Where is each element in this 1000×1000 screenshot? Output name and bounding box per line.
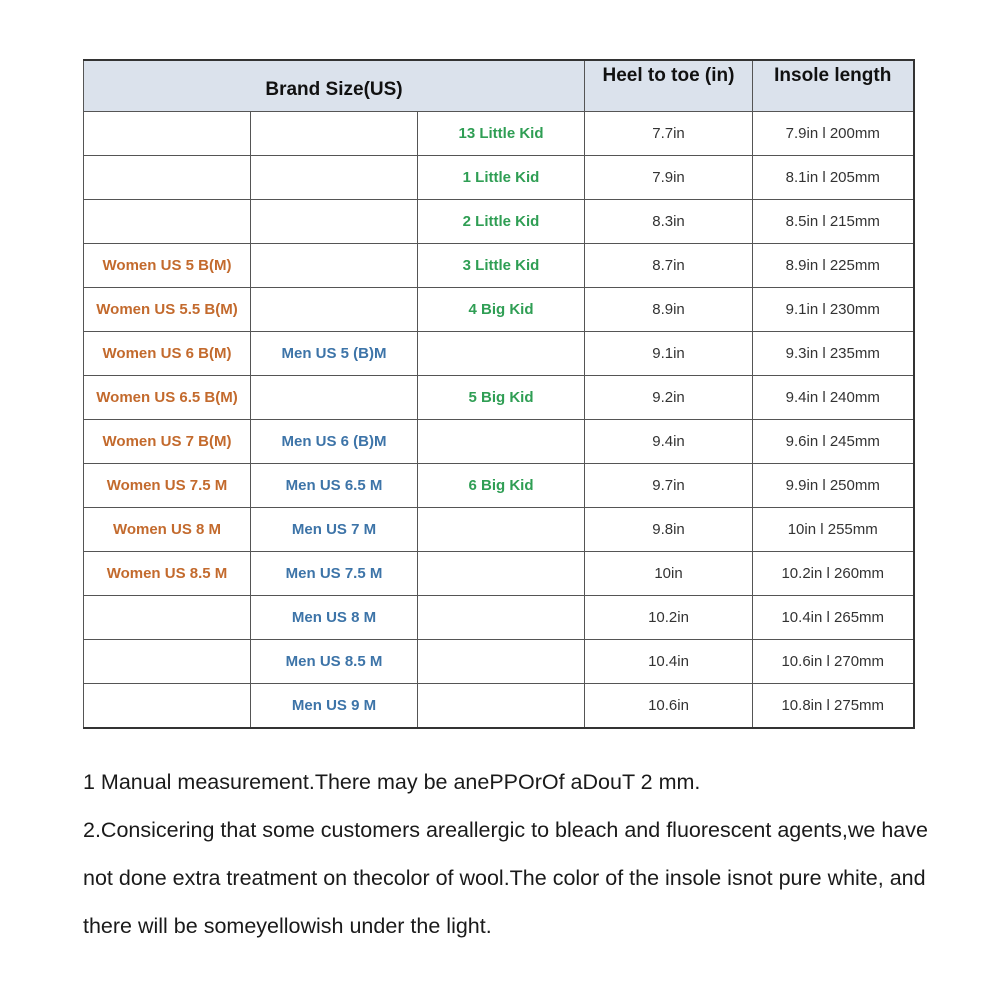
kid-size-cell <box>418 684 585 729</box>
women-size-cell: Women US 5 B(M) <box>84 244 251 288</box>
kid-size-cell: 1 Little Kid <box>418 156 585 200</box>
women-size-cell <box>84 596 251 640</box>
women-size-cell <box>84 640 251 684</box>
heel-to-toe-cell: 10.6in <box>585 684 753 729</box>
insole-length-cell: 9.3in l 235mm <box>753 332 914 376</box>
table-row <box>84 508 914 552</box>
heel-to-toe-cell: 7.9in <box>585 156 753 200</box>
insole-length-cell: 10.6in l 270mm <box>753 640 914 684</box>
women-size-cell <box>84 684 251 729</box>
table-row <box>84 420 914 464</box>
insole-length-cell: 9.1in l 230mm <box>753 288 914 332</box>
insole-length-cell: 10.8in l 275mm <box>753 684 914 729</box>
heel-to-toe-cell: 10.4in <box>585 640 753 684</box>
table-row <box>84 376 914 420</box>
women-size-cell <box>84 200 251 244</box>
men-size-cell <box>251 200 418 244</box>
women-size-cell: Women US 8 M <box>84 508 251 552</box>
heel-to-toe-cell: 9.7in <box>585 464 753 508</box>
insole-length-cell: 10in l 255mm <box>753 508 914 552</box>
kid-size-cell <box>418 640 585 684</box>
men-size-cell <box>251 112 418 156</box>
table-header-row <box>84 60 914 112</box>
table-row <box>84 156 914 200</box>
note-2: 2.Consicering that some customers areallergic to bleach and fluorescent agents,we have not done extra treatment on thecolor of wool.The color of the insole isnot pure white, and there will be someyellowish under the light. <box>83 818 928 938</box>
men-size-cell <box>251 376 418 420</box>
heel-to-toe-cell: 9.4in <box>585 420 753 464</box>
men-size-cell <box>251 244 418 288</box>
insole-length-cell: 10.2in l 260mm <box>753 552 914 596</box>
table-row <box>84 200 914 244</box>
kid-size-cell <box>418 596 585 640</box>
women-size-cell: Women US 8.5 M <box>84 552 251 596</box>
table-row <box>84 288 914 332</box>
kid-size-cell: 4 Big Kid <box>418 288 585 332</box>
women-size-cell <box>84 156 251 200</box>
kid-size-cell <box>418 332 585 376</box>
women-size-cell: Women US 5.5 B(M) <box>84 288 251 332</box>
heel-to-toe-cell: 10in <box>585 552 753 596</box>
insole-length-cell: 8.9in l 225mm <box>753 244 914 288</box>
size-chart-table <box>83 59 915 729</box>
women-size-cell: Women US 6.5 B(M) <box>84 376 251 420</box>
heel-to-toe-cell: 9.2in <box>585 376 753 420</box>
notes-section <box>83 758 933 950</box>
insole-length-cell: 9.9in l 250mm <box>753 464 914 508</box>
men-size-cell: Men US 6 (B)M <box>251 420 418 464</box>
kid-size-cell <box>418 420 585 464</box>
men-size-cell: Men US 7.5 M <box>251 552 418 596</box>
heel-to-toe-cell: 9.1in <box>585 332 753 376</box>
men-size-cell: Men US 6.5 M <box>251 464 418 508</box>
men-size-cell <box>251 288 418 332</box>
kid-size-cell <box>418 508 585 552</box>
kid-size-cell: 6 Big Kid <box>418 464 585 508</box>
kid-size-cell: 2 Little Kid <box>418 200 585 244</box>
table-row <box>84 640 914 684</box>
heel-to-toe-cell: 9.8in <box>585 508 753 552</box>
men-size-cell <box>251 156 418 200</box>
heel-to-toe-cell: 8.9in <box>585 288 753 332</box>
heel-to-toe-cell: 7.7in <box>585 112 753 156</box>
men-size-cell: Men US 9 M <box>251 684 418 729</box>
table-row <box>84 244 914 288</box>
header-heel-to-toe: Heel to toe (in) <box>585 60 753 112</box>
insole-length-cell: 9.4in l 240mm <box>753 376 914 420</box>
men-size-cell: Men US 7 M <box>251 508 418 552</box>
men-size-cell: Men US 8.5 M <box>251 640 418 684</box>
heel-to-toe-cell: 8.3in <box>585 200 753 244</box>
table-row <box>84 684 914 729</box>
table-row <box>84 332 914 376</box>
table-row <box>84 552 914 596</box>
table-body <box>84 112 914 729</box>
women-size-cell: Women US 7.5 M <box>84 464 251 508</box>
insole-length-cell: 10.4in l 265mm <box>753 596 914 640</box>
header-insole-length: Insole length <box>753 60 914 112</box>
table-row <box>84 596 914 640</box>
women-size-cell: Women US 7 B(M) <box>84 420 251 464</box>
note-1: 1 Manual measurement.There may be anePPOrOf aDouT 2 mm. <box>83 770 701 794</box>
table-row <box>84 464 914 508</box>
insole-length-cell: 9.6in l 245mm <box>753 420 914 464</box>
table-row <box>84 112 914 156</box>
heel-to-toe-cell: 8.7in <box>585 244 753 288</box>
kid-size-cell: 13 Little Kid <box>418 112 585 156</box>
insole-length-cell: 8.1in l 205mm <box>753 156 914 200</box>
women-size-cell: Women US 6 B(M) <box>84 332 251 376</box>
insole-length-cell: 7.9in l 200mm <box>753 112 914 156</box>
header-brand-size: Brand Size(US) <box>84 60 585 112</box>
kid-size-cell: 3 Little Kid <box>418 244 585 288</box>
men-size-cell: Men US 5 (B)M <box>251 332 418 376</box>
insole-length-cell: 8.5in l 215mm <box>753 200 914 244</box>
kid-size-cell <box>418 552 585 596</box>
kid-size-cell: 5 Big Kid <box>418 376 585 420</box>
heel-to-toe-cell: 10.2in <box>585 596 753 640</box>
men-size-cell: Men US 8 M <box>251 596 418 640</box>
women-size-cell <box>84 112 251 156</box>
